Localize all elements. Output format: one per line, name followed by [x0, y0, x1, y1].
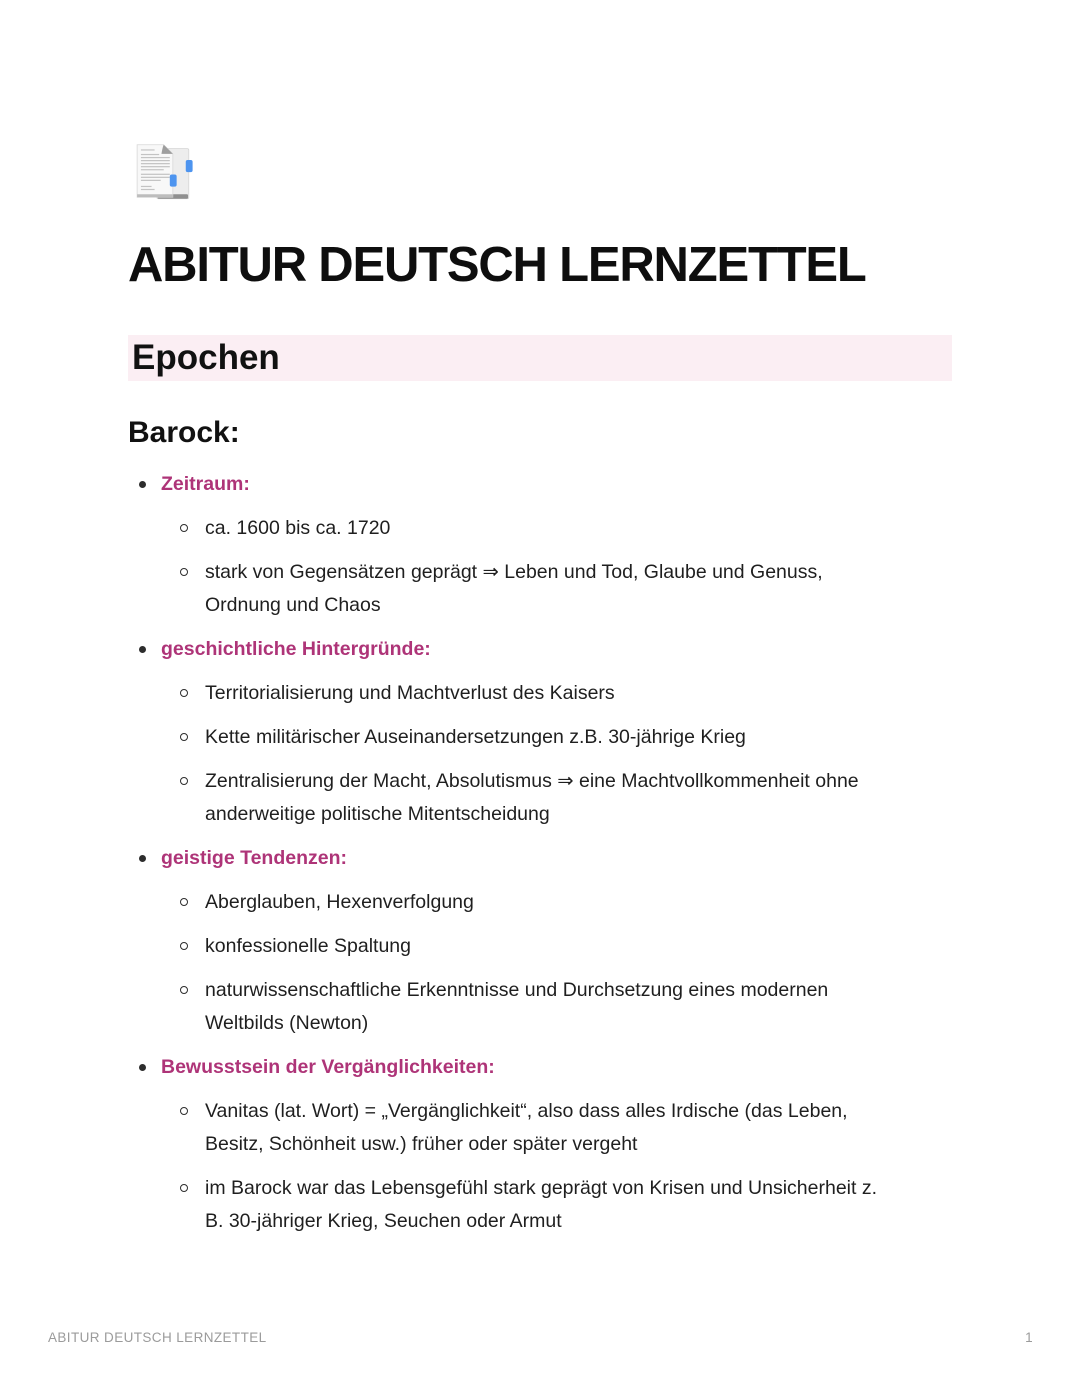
sub-item-text: Zentralisierung der Macht, Absolutismus ⇒ eine Machtvollkommenheit ohne anderweitige politische Mitentscheidung: [205, 769, 859, 825]
topic-label-row: [128, 628, 952, 672]
sub-item-text: naturwissenschaftliche Erkenntnisse und Durchsetzung eines modernen Weltbilds (Newton): [205, 978, 829, 1034]
sub-list: [128, 1090, 952, 1244]
footer-document-title: ABITUR DEUTSCH LERNZETTEL: [48, 1330, 267, 1345]
topic-label-row: [128, 463, 952, 507]
topic-item-zeitraum: [128, 463, 952, 628]
topic-label: Zeitraum:: [161, 472, 250, 495]
outline-list: [128, 463, 952, 1244]
sub-item-text: im Barock war das Lebensgefühl stark geprägt von Krisen und Unsicherheit z. B. 30-jähriger Krieg, Seuchen oder Armut: [205, 1176, 878, 1232]
sub-item: [205, 1167, 895, 1244]
sub-item: [205, 507, 895, 551]
circle-bullet-icon: [180, 1184, 188, 1192]
topic-label: geistige Tendenzen:: [161, 846, 347, 869]
bullet-dot-icon: [139, 481, 146, 488]
topic-label-row: [128, 837, 952, 881]
circle-bullet-icon: [180, 898, 188, 906]
bullet-dot-icon: [139, 855, 146, 862]
topic-label: Bewusstsein der Vergänglichkeiten:: [161, 1055, 495, 1078]
sub-item-text: Territorialisierung und Machtverlust des Kaisers: [205, 681, 615, 704]
sub-list: [128, 507, 952, 628]
topic-item-geistige-tendenzen: [128, 837, 952, 1046]
page-title: ABITUR DEUTSCH LERNZETTEL: [128, 238, 866, 292]
topic-item-bewusstsein-der-vergaenglichkeiten: [128, 1046, 952, 1244]
sub-item: [205, 672, 895, 716]
topic-item-geschichtliche-hintergruende: [128, 628, 952, 837]
bullet-dot-icon: [139, 646, 146, 653]
sub-item-text: Kette militärischer Auseinandersetzungen z.B. 30-jährige Krieg: [205, 725, 746, 748]
sub-item: [205, 925, 895, 969]
sub-item: [205, 716, 895, 760]
bookmark-tabs-icon: [128, 140, 204, 218]
circle-bullet-icon: [180, 733, 188, 741]
sub-item: [205, 881, 895, 925]
circle-bullet-icon: [180, 986, 188, 994]
bullet-dot-icon: [139, 1064, 146, 1071]
sub-item: [205, 969, 895, 1046]
sub-item: [205, 551, 895, 628]
circle-bullet-icon: [180, 524, 188, 532]
topic-label: geschichtliche Hintergründe:: [161, 637, 431, 660]
sub-list: [128, 881, 952, 1046]
circle-bullet-icon: [180, 689, 188, 697]
page-footer: [48, 1330, 1033, 1345]
circle-bullet-icon: [180, 942, 188, 950]
section-heading-epochen: Epochen: [128, 335, 952, 381]
sub-item-text: Aberglauben, Hexenverfolgung: [205, 890, 474, 913]
sub-list: [128, 672, 952, 837]
sub-item: [205, 1090, 895, 1167]
circle-bullet-icon: [180, 1107, 188, 1115]
sub-item-text: konfessionelle Spaltung: [205, 934, 411, 957]
circle-bullet-icon: [180, 777, 188, 785]
sub-item-text: ca. 1600 bis ca. 1720: [205, 516, 391, 539]
sub-item-text: Vanitas (lat. Wort) = „Vergänglichkeit“, also dass alles Irdische (das Leben, Besitz, Schönheit usw.) früher oder später vergeht: [205, 1099, 848, 1155]
circle-bullet-icon: [180, 568, 188, 576]
footer-page-number: 1: [1025, 1330, 1033, 1345]
sub-item-text: stark von Gegensätzen geprägt ⇒ Leben und Tod, Glaube und Genuss, Ordnung und Chaos: [205, 560, 823, 616]
sub-item: [205, 760, 895, 837]
subsection-heading-barock: Barock:: [128, 416, 240, 450]
topic-label-row: [128, 1046, 952, 1090]
